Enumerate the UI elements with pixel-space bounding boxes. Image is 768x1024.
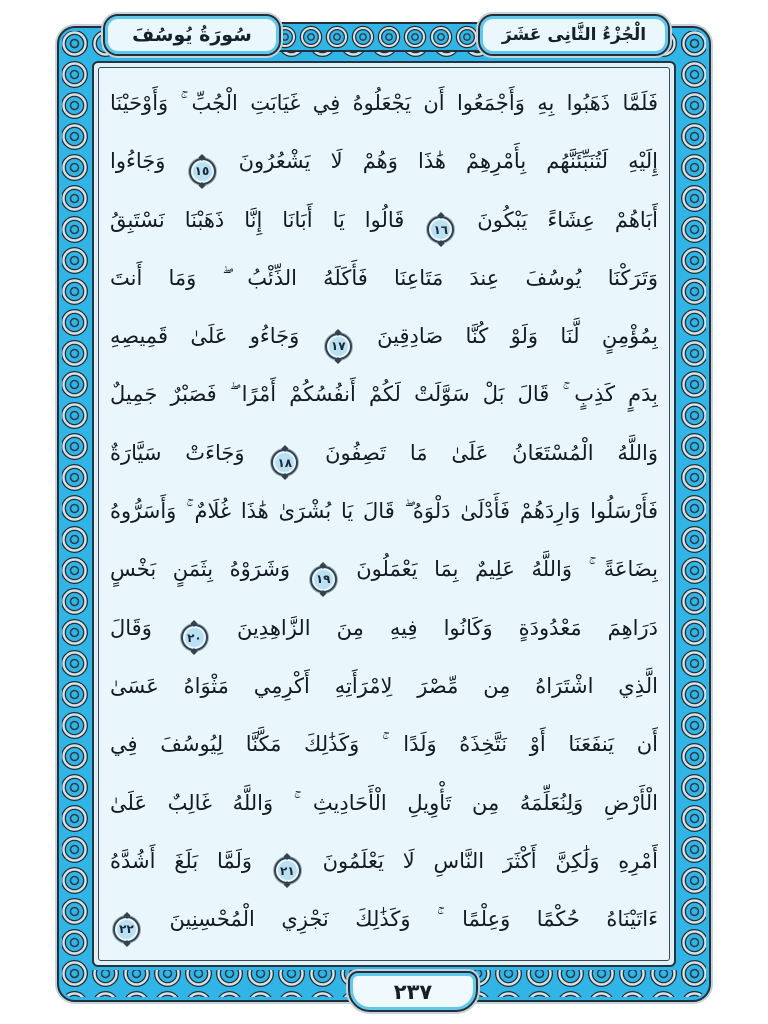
- juz-title-cartouche: [478, 14, 670, 56]
- juz-title: الْجُزْءُ الثَّانِى عَشَرَ: [501, 25, 647, 45]
- ayah-number: ١٨: [277, 455, 293, 470]
- quran-line: [110, 424, 658, 482]
- quran-line: [110, 657, 658, 715]
- quran-text-run: دَرَاهِمَ مَعْدُودَةٍ وَكَانُوا فِيهِ مِنَ الزَّاهِدِينَ: [236, 615, 658, 640]
- quran-text-run: وَجَاءُوا: [110, 149, 166, 174]
- ayah-number: ١٥: [194, 164, 210, 179]
- quran-text-run: بِضَاعَةً ۚ وَاللَّهُ عَلِيمٌ بِمَا يَعْمَلُونَ: [356, 557, 658, 582]
- quran-text-run: وَتَرَكْنَا يُوسُفَ عِندَ مَتَاعِنَا فَأَكَلَهُ الذِّئْبُ ۖ وَمَا أَنتَ: [110, 265, 658, 290]
- quran-line: [110, 482, 658, 540]
- quran-line: [110, 191, 658, 249]
- ayah-marker: [325, 333, 352, 360]
- quran-text-run: قَالُوا يَا أَبَانَا إِنَّا ذَهَبْنَا نَسْتَبِقُ: [110, 207, 405, 232]
- page-number: ٢٣٧: [393, 979, 433, 1004]
- quran-line: [110, 890, 658, 948]
- quran-text-run: الَّذِي اشْتَرَاهُ مِن مِّصْرَ لِامْرَأَتِهِ أَكْرِمِي مَثْوَاهُ عَسَىٰ: [110, 673, 658, 698]
- ayah-marker: [274, 857, 301, 884]
- quran-text-run: أَن يَنفَعَنَا أَوْ نَتَّخِذَهُ وَلَدًا ۚ وَكَذَٰلِكَ مَكَّنَّا لِيُوسُفَ فِي: [110, 732, 658, 757]
- ayah-number: ٢٢: [119, 922, 134, 937]
- ayah-number: ٢٠: [187, 630, 202, 645]
- quran-text-run: فَأَرْسَلُوا وَارِدَهُمْ فَأَدْلَىٰ دَلْوَهُ ۖ قَالَ يَا بُشْرَىٰ هَٰذَا غُلَامٌ ۚ وَأَسَرُّوهُ: [110, 499, 658, 524]
- quran-line: [110, 599, 658, 657]
- quran-text-run: إِلَيْهِ لَتُنَبِّئَنَّهُم بِأَمْرِهِمْ هَٰذَا وَهُمْ لَا يَشْعُرُونَ: [238, 149, 658, 174]
- header-ornament-strip: [270, 22, 488, 52]
- quran-line: [110, 832, 658, 890]
- quran-line: [110, 715, 658, 773]
- ayah-number: ١٧: [330, 339, 346, 354]
- ayah-number: ١٩: [315, 572, 331, 587]
- text-panel: [98, 67, 670, 961]
- quran-text-run: وَشَرَوْهُ بِثَمَنٍ بَخْسٍ: [110, 557, 291, 582]
- quran-line: [110, 307, 658, 365]
- quran-text-run: وَجَاءَتْ سَيَّارَةٌ: [110, 440, 245, 465]
- quran-text-run: أَمْرِهِ وَلَٰكِنَّ أَكْثَرَ النَّاسِ لَا يَعْلَمُونَ: [322, 848, 658, 873]
- quran-text-run: فَلَمَّا ذَهَبُوا بِهِ وَأَجْمَعُوا أَن يَجْعَلُوهُ فِي غَيَابَتِ الْجُبِّ ۚ وَأَوْحَيْنَا: [110, 91, 658, 115]
- ayah-number: ١٦: [433, 222, 449, 237]
- quran-line: [110, 132, 658, 190]
- page-number-cartouche: [348, 971, 478, 1012]
- ayah-marker: [310, 566, 337, 593]
- quran-text-run: وَجَاءُو عَلَىٰ قَمِيصِهِ: [110, 324, 300, 349]
- decorative-frame: [57, 26, 711, 1002]
- quran-text-run: بِمُؤْمِنٍ لَّنَا وَلَوْ كُنَّا صَادِقِينَ: [377, 324, 658, 349]
- inner-border: [92, 61, 676, 967]
- quran-line: [110, 249, 658, 307]
- ayah-marker: [181, 624, 208, 651]
- surah-title-cartouche: [103, 14, 281, 56]
- quran-text-run: وَاللَّهُ الْمُسْتَعَانُ عَلَىٰ مَا تَصِفُونَ: [325, 440, 658, 465]
- quran-line: [110, 74, 658, 132]
- quran-line: [110, 540, 658, 598]
- ayah-marker: [189, 158, 216, 185]
- ayah-marker: [113, 916, 140, 943]
- quran-line: [110, 365, 658, 423]
- ayah-marker: [271, 449, 298, 476]
- quran-text-run: وَلَمَّا بَلَغَ أَشُدَّهُ: [110, 848, 253, 873]
- quran-line: [110, 774, 658, 832]
- quran-text-run: ءَاتَيْنَاهُ حُكْمًا وَعِلْمًا ۚ وَكَذَٰلِكَ نَجْزِي الْمُحْسِنِينَ: [169, 907, 658, 932]
- ayah-marker: [427, 216, 454, 243]
- quran-text-run: الْأَرْضِ وَلِنُعَلِّمَهُ مِن تَأْوِيلِ الْأَحَادِيثِ ۚ وَاللَّهُ غَالِبٌ عَلَىٰ: [110, 790, 658, 815]
- quran-text-run: وَقَالَ: [110, 615, 152, 640]
- arabesque-strip-ornament: [272, 24, 486, 50]
- ayah-number: ٢١: [280, 863, 295, 878]
- quran-text-run: أَبَاهُمْ عِشَاءً يَبْكُونَ: [477, 207, 658, 232]
- quran-text-run: بِدَمٍ كَذِبٍ ۚ قَالَ بَلْ سَوَّلَتْ لَكُمْ أَنفُسُكُمْ أَمْرًا ۖ فَصَبْرٌ جَمِيلٌ: [110, 382, 658, 407]
- surah-title: سُورَةُ يُوسُفَ: [132, 24, 252, 46]
- quran-text-block: [110, 74, 658, 954]
